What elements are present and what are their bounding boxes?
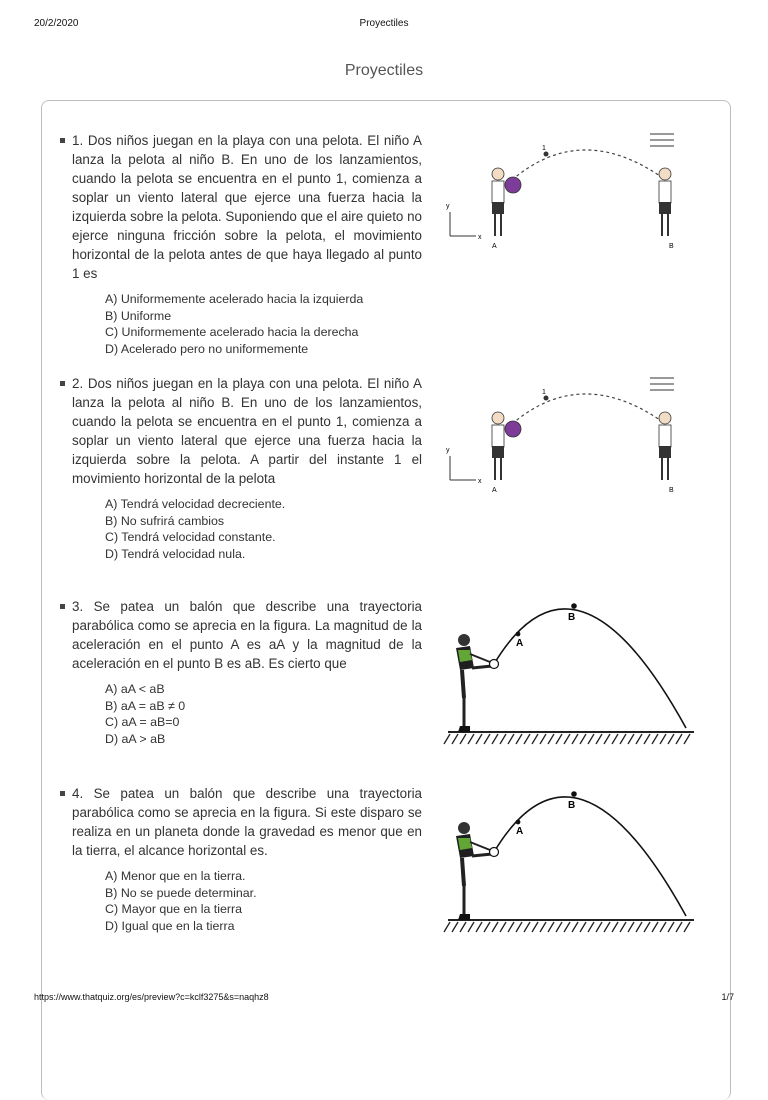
beach-throw-figure-1 <box>440 128 690 254</box>
kicker-icon <box>456 822 499 920</box>
kick-figure-2 <box>436 786 698 940</box>
axis-x-label: x <box>478 478 482 485</box>
question-1-text: 1. Dos niños juegan en la playa con una pelota. El niño A lanza la pelota al niño B. En uno de los lanzamientos, cuando la pelota se encuentra en el punto 1, comienza a soplar un viento lateral que ejerce una fuerza hacia la izquierda sobre la pelota. Suponiendo que el aire quieto no ejerce ninguna fricción sobre la pelota, el movimiento horizontal de la pelota antes de que haya llegado al punto 1 es <box>72 133 422 281</box>
page-title: Proyectiles <box>344 62 424 79</box>
question-4-options <box>105 868 422 935</box>
point-a-label: A <box>516 826 524 837</box>
question-4 <box>72 784 422 935</box>
bullet-icon <box>60 791 65 796</box>
bullet-icon <box>60 381 65 386</box>
point-b-label: B <box>568 800 576 811</box>
child-b-icon <box>659 412 671 480</box>
page-number: 1/7 <box>721 992 734 1002</box>
kick-figure-1 <box>436 598 698 752</box>
bullet-icon <box>60 604 65 609</box>
option-a[interactable]: A) Tendrá velocidad decreciente. <box>105 497 286 511</box>
label-a: A <box>492 243 497 250</box>
point-1-label: 1 <box>542 145 546 152</box>
question-4-text: 4. Se patea un balón que describe una trayectoria parabólica como se aprecia en la figura. Si este disparo se realiza en un planeta donde la gravedad es menor que en la tierra, el alcance horizontal es. <box>72 786 422 858</box>
bullet-icon <box>60 138 65 143</box>
option-c[interactable]: C) Tendrá velocidad constante. <box>105 530 276 545</box>
option-c[interactable]: C) Mayor que en la tierra <box>105 902 243 917</box>
question-3-text: 3. Se patea un balón que describe una trayectoria parabólica como se aprecia en la figura. La magnitud de la aceleración en el punto A es aA y la magnitud de la aceleración en el punto B es aB. Es cierto que <box>72 599 422 671</box>
point-b-label: B <box>568 612 576 623</box>
label-b: B <box>669 243 674 250</box>
option-d[interactable]: D) aA > aB <box>105 732 166 747</box>
label-a: A <box>492 487 497 494</box>
print-header-title: Proyectiles <box>359 18 409 29</box>
point-a-label: A <box>516 638 524 649</box>
option-c[interactable]: C) Uniformemente acelerado hacia la derecha <box>105 325 359 340</box>
child-a-icon <box>492 168 504 236</box>
option-c[interactable]: C) aA = aB=0 <box>105 715 180 730</box>
option-b[interactable]: B) No sufrirá cambios <box>105 513 225 528</box>
option-d[interactable]: D) Acelerado pero no uniformemente <box>105 342 309 357</box>
question-2-text: 2. Dos niños juegan en la playa con una pelota. El niño A lanza la pelota al niño B. En uno de los lanzamientos, cuando la pelota se encuentra en el punto 1, comienza a soplar un viento lateral que ejerce una fuerza hacia la izquierda sobre la pelota. A partir del instante 1 el movimiento horizontal de la pelota <box>72 376 422 486</box>
ball-icon <box>505 421 521 437</box>
option-b[interactable]: B) Uniforme <box>105 308 172 323</box>
point-1-label: 1 <box>542 389 546 396</box>
axis-y-label: y <box>446 447 450 454</box>
print-date: 20/2/2020 <box>34 18 79 29</box>
kicker-icon <box>456 634 499 732</box>
ball-icon <box>505 177 521 193</box>
child-a-icon <box>492 412 504 480</box>
option-b[interactable]: B) aA = aB ≠ 0 <box>105 698 186 713</box>
option-a[interactable]: A) aA < aB <box>105 682 165 696</box>
axis-x-label: x <box>478 234 482 241</box>
question-2 <box>72 374 422 563</box>
option-b[interactable]: B) No se puede determinar. <box>105 885 257 900</box>
option-a[interactable]: A) Menor que en la tierra. <box>105 869 246 883</box>
axis-y-label: y <box>446 203 450 210</box>
option-d[interactable]: D) Igual que en la tierra <box>105 919 235 934</box>
child-b-icon <box>659 168 671 236</box>
question-3 <box>72 597 422 748</box>
question-1-options <box>105 291 422 358</box>
question-3-options <box>105 681 422 748</box>
beach-throw-figure-2 <box>440 372 690 498</box>
question-1 <box>72 131 422 358</box>
option-d[interactable]: D) Tendrá velocidad nula. <box>105 547 246 562</box>
option-a[interactable]: A) Uniformemente acelerado hacia la izquierda <box>105 292 364 306</box>
label-b: B <box>669 487 674 494</box>
footer-url: https://www.thatquiz.org/es/preview?c=kclf3275&s=naqhz8 <box>34 992 269 1002</box>
question-2-options <box>105 496 422 563</box>
